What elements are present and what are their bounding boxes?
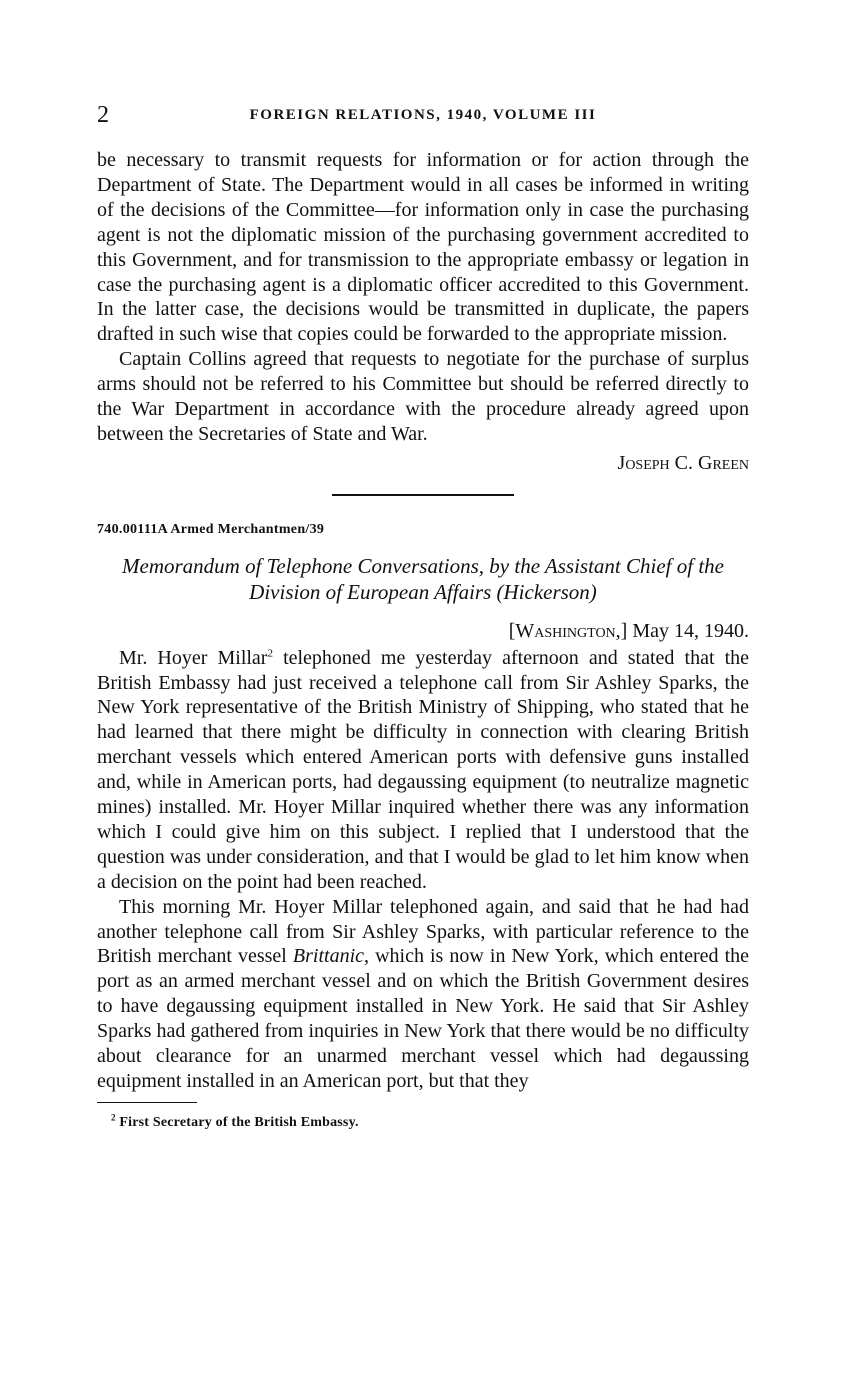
paragraph-continuation: be necessary to transmit requests for information or for action through the Department of State. The Department would in all cases be informed in writing of the decisions of the Committee—for information only in case the purchasing agent is not the diplomatic mission of the purchasing government accredited to this Government, and for transmission to the appropriate embassy or legation in case the purchasing agent is a diplomatic officer accredited to this Government. In the latter case, the decisions would be transmitted in duplicate, the papers drafted in such wise that copies could be forwarded to the appropriate mission. [97,149,749,346]
ship-name: Brittanic [292,945,365,968]
document-page [97,100,749,1136]
dateline-date: May 14, 1940. [632,619,749,642]
memo-title: Memorandum of Telephone Conversations, by the Assistant Chief of the Division of European Affairs (Hickerson) [122,553,724,604]
paragraph-collins: Captain Collins agreed that requests to negotiate for the purchase of surplus arms should not be referred to his Committee but should be referred directly to the War Department in accordance with the procedure already agreed upon between the Secretaries of State and War. [97,348,749,445]
dateline [97,619,749,644]
footnote-reference: 2 [267,646,273,659]
footnote-text: First Secretary of the British Embassy. [119,1114,359,1130]
paragraph-second-call [97,895,749,1094]
page-number: 2 [97,102,109,128]
p1-rest: telephoned me yesterday afternoon and stated that the British Embassy had just received a telephone call from Sir Ashley Sparks, the New York representative of the British Ministry of Shipping, who stated that he had learned that there might be difficulty in connection with clearing British merchant vessels which entered American ports with defensive guns installed and, while in American ports, had degaussing equipment (to neutralize magnetic mines) installed. Mr. Hoyer Millar inquired whether there was any information which I could give him on this subject. I replied that I understood that the question was under consideration, and that I would be glad to let him know when a decision on the point had been reached. [97,646,750,893]
footnote-marker: 2 [111,1112,116,1123]
p2-rest: , which is now in New York, which entered the port as an armed merchant vessel and on which the British Government desires to have degaussing equipment installed in New York. He said that Sir Ashley Sparks had gathered from inquiries in New York that there would be no difficulty about clearance for an unarmed merchant vessel which had degaussing equipment installed in an American port, but that they [97,945,750,1092]
section-divider [332,494,514,496]
paragraph-first-call [97,646,749,895]
running-title: FOREIGN RELATIONS, 1940, VOLUME III [249,107,597,123]
running-header [97,100,749,130]
p1-start: Mr. Hoyer Millar [119,646,268,669]
p2-start: This morning Mr. Hoyer Millar telephoned again, and said that he had had another telephone call from Sir Ashley Sparks, with particular reference to the British merchant vessel [97,895,749,968]
footnote-rule [97,1102,197,1103]
footnote [97,1111,749,1136]
signature: Joseph C. Green [617,451,749,474]
file-number: 740.00111A Armed Merchantmen/39 [97,521,325,537]
dateline-place: [Washington,] [508,619,628,642]
